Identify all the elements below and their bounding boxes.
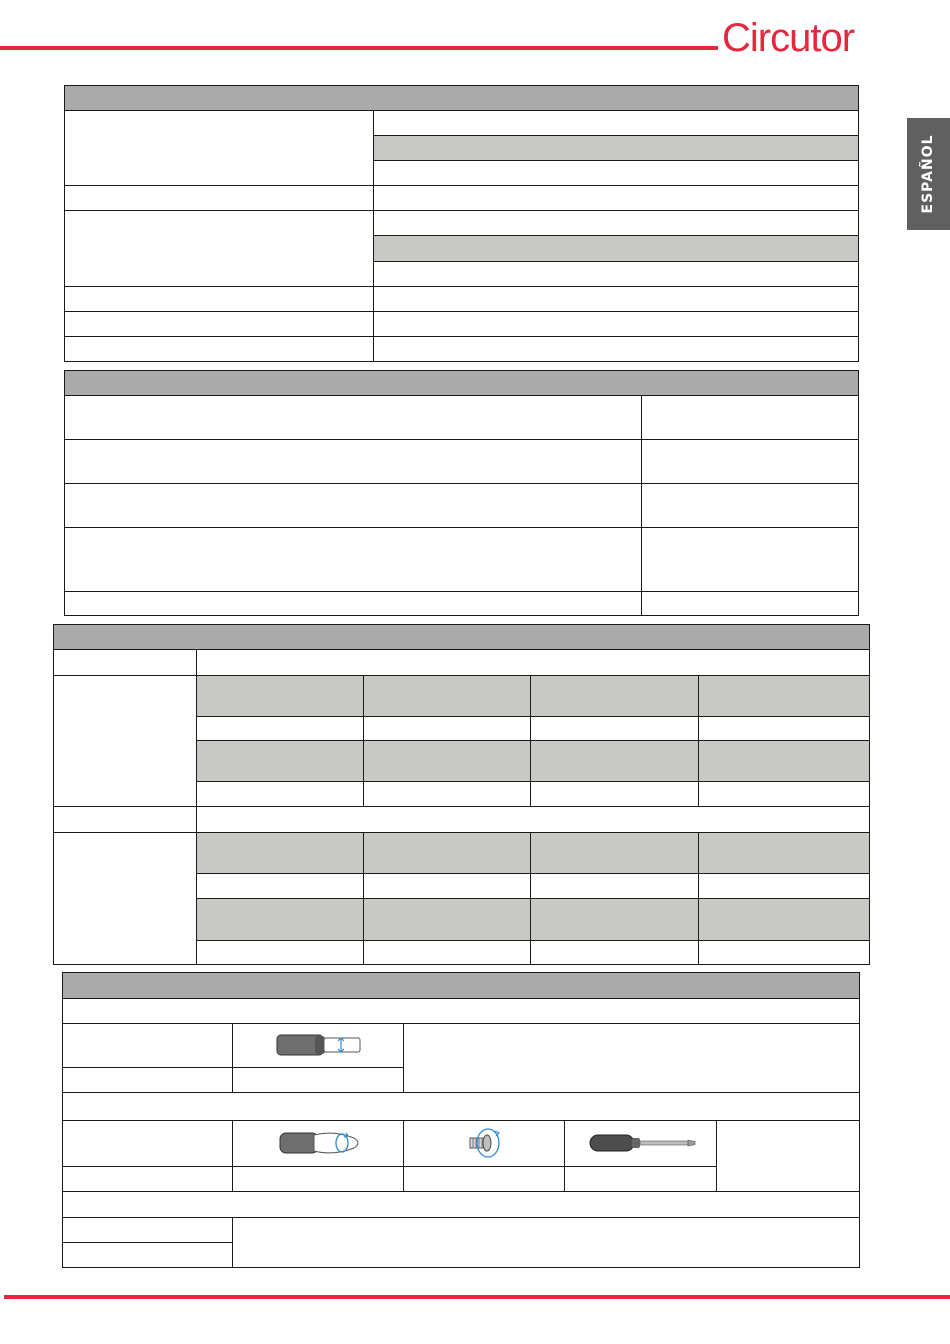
table-cell-shaded [363,832,531,874]
language-tab-label: ESPAÑOL [920,134,936,214]
table-row [53,649,197,676]
table-cell [698,716,870,741]
table-row [64,286,374,312]
table-cell [196,781,364,807]
table-cell [530,873,699,899]
table-row [64,336,374,362]
table-cell [530,716,699,741]
table-cell [196,716,364,741]
table-cell [363,781,531,807]
table-row [64,483,642,528]
table-cell [373,110,859,136]
table-cell [641,591,859,616]
table-cell-shaded [698,740,870,782]
table-cell [373,311,859,337]
table-cell [363,716,531,741]
table-cell [62,1166,233,1192]
table-cell [62,1242,233,1268]
table-row [64,395,642,440]
table-row [64,185,374,211]
table-cell [373,286,859,312]
table-3-header [53,624,870,650]
screwdriver-icon [588,1132,698,1154]
table-cell [363,940,531,965]
table-cell [62,1217,233,1243]
language-tab [907,118,950,230]
table-2-header [64,370,859,396]
table-cell [530,940,699,965]
table-cell [196,649,870,676]
table-row [64,439,642,484]
header-rule [0,46,718,50]
table-cell [716,1120,860,1192]
table-cell [373,185,859,211]
table-cell [641,439,859,484]
table-cell-shaded [698,675,870,717]
table-row [64,311,374,337]
ferrule-icon [275,1032,365,1058]
table-cell [373,336,859,362]
table-cell-shaded [373,135,859,161]
table-cell [232,1217,860,1268]
table-row [64,210,374,287]
table-cell [196,940,364,965]
brand-logo: Circutor [722,16,855,60]
table-cell [698,940,870,965]
table-cell-shaded [530,898,699,941]
table-cell-shaded [363,675,531,717]
table-cell-shaded [530,675,699,717]
table-cell-shaded [698,898,870,941]
table-cell [641,483,859,528]
table-cell [373,210,859,236]
table-4-header [62,972,860,999]
table-row [53,806,197,833]
footer-rule [4,1295,950,1299]
table-cell [363,873,531,899]
table-cell [196,806,870,833]
crimp-ferrule-icon [278,1128,364,1158]
table-cell-shaded [698,832,870,874]
table-cell-shaded [363,740,531,782]
table-cell [641,527,859,592]
table-cell [698,781,870,807]
table-row [64,591,642,616]
table-row [62,1191,860,1218]
table-cell [373,160,859,186]
table-1-header [64,85,859,111]
table-cell [232,1166,404,1192]
table-cell-shaded [363,898,531,941]
table-cell-shaded [196,740,364,782]
table-row [62,998,860,1024]
table-cell-shaded [196,675,364,717]
table-cell-shaded [196,898,364,941]
table-cell-shaded [373,235,859,262]
table-row [62,1092,860,1121]
screw-icon [466,1126,506,1160]
table-cell-shaded [530,832,699,874]
table-cell [62,1120,233,1167]
table-cell-shaded [196,832,364,874]
table-cell [698,873,870,899]
table-cell [232,1067,404,1093]
table-cell [62,1067,233,1093]
table-cell-shaded [530,740,699,782]
table-row [53,675,197,807]
table-cell [373,261,859,287]
table-cell [62,1023,233,1068]
table-cell [403,1166,565,1192]
table-cell [530,781,699,807]
table-cell [196,873,364,899]
table-row [53,832,197,965]
table-row [64,527,642,592]
table-cell [641,395,859,440]
table-cell [564,1166,717,1192]
table-cell [403,1023,860,1093]
table-row [64,110,374,186]
